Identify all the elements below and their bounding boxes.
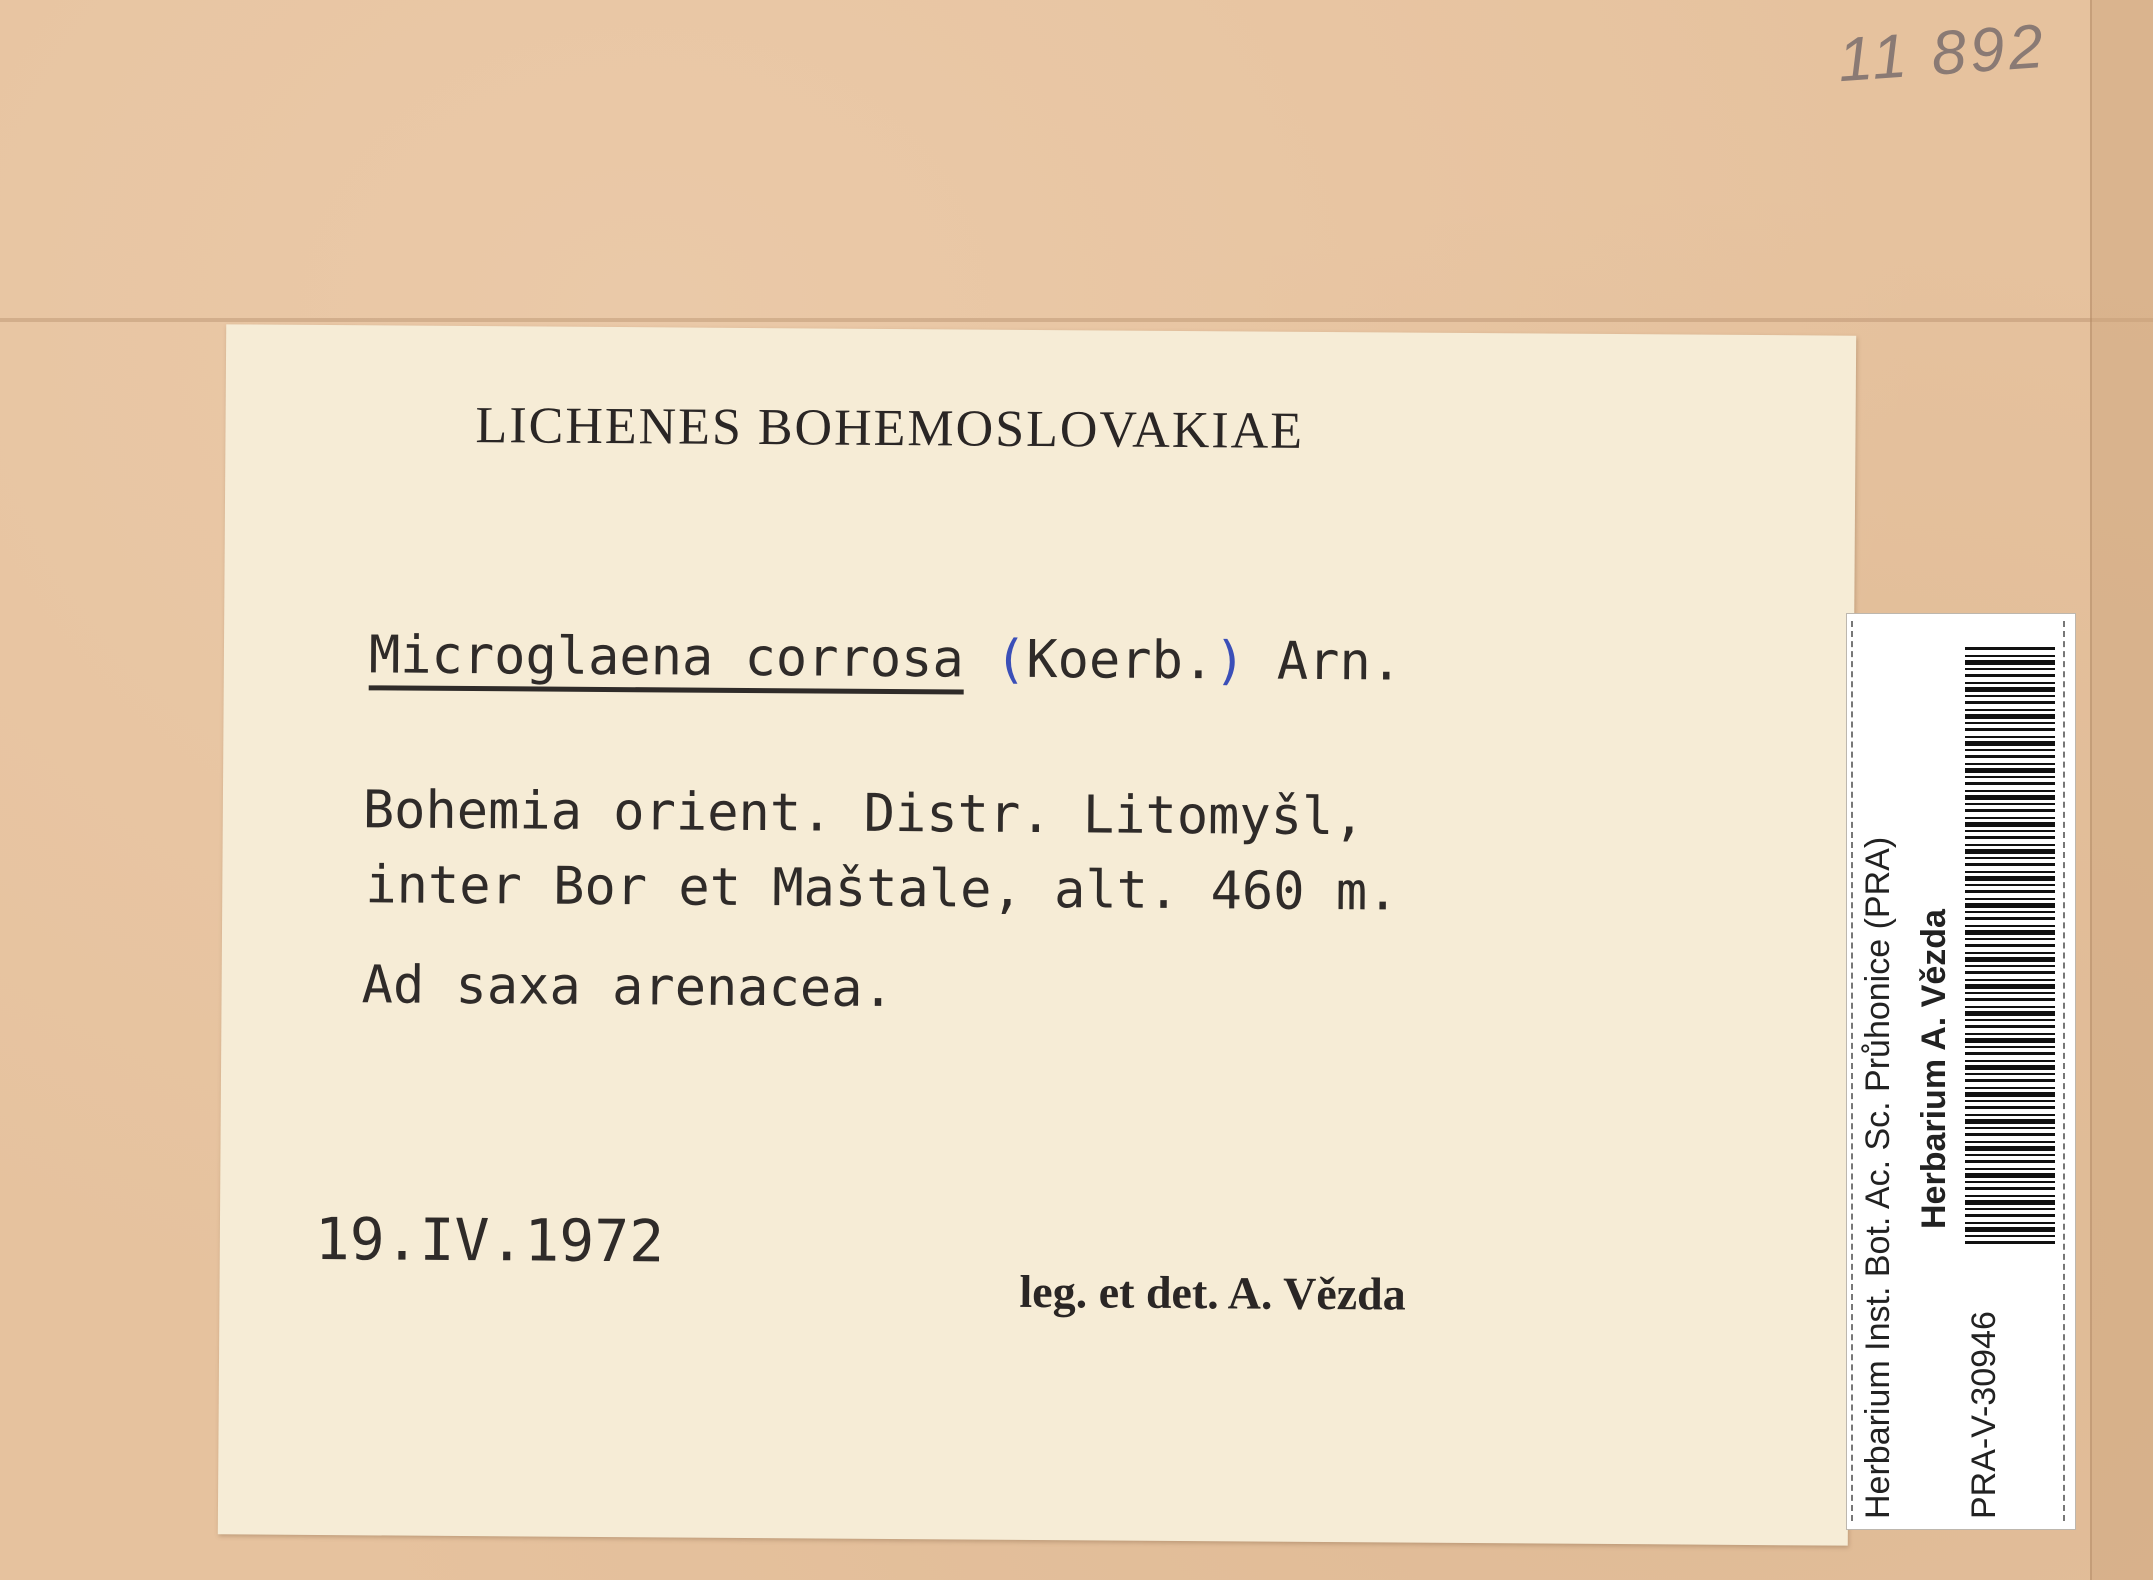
label-header: LICHENES BOHEMOSLOVAKIAE <box>475 397 1305 460</box>
sheet-right-edge <box>2090 0 2153 1580</box>
locality-line-2: inter Bor et Maštale, alt. 460 m. <box>365 855 1399 923</box>
authority-open-paren: ( <box>994 629 1027 690</box>
specimen-code: PRA-V-30946 <box>1965 1311 2003 1519</box>
handwritten-accession-number: 11 892 <box>1835 11 2050 96</box>
taxon-authority-inner: Koerb. <box>1026 629 1215 692</box>
barcode-label-rotated-content <box>1847 614 2075 1529</box>
taxon-name-line <box>369 625 1403 692</box>
authority-close-paren: ) <box>1214 631 1246 692</box>
substrate-text: Ad saxa arenacea. <box>361 955 895 1020</box>
barcode-icon <box>1965 644 2055 1244</box>
sheet-fold-line <box>0 318 2153 322</box>
institution-name: Herbarium Inst. Bot. Ac. Sc. Průhonice (PRA) <box>1859 836 1897 1519</box>
dashed-border-bottom <box>2063 621 2065 1521</box>
dashed-border-top <box>1851 621 1853 1521</box>
herbarium-name: Herbarium A. Vězda <box>1915 909 1953 1229</box>
taxon-authority-final: Arn. <box>1276 631 1403 693</box>
collector-stamp: leg. et det. A. Vězda <box>1019 1265 1406 1320</box>
locality-line-1: Bohemia orient. Distr. Litomyšl, <box>362 780 1365 848</box>
specimen-label <box>218 324 1856 1545</box>
collection-date: 19.IV.1972 <box>314 1204 665 1276</box>
taxon-name: Microglaena corrosa <box>369 625 964 694</box>
barcode-label <box>1846 613 2076 1530</box>
